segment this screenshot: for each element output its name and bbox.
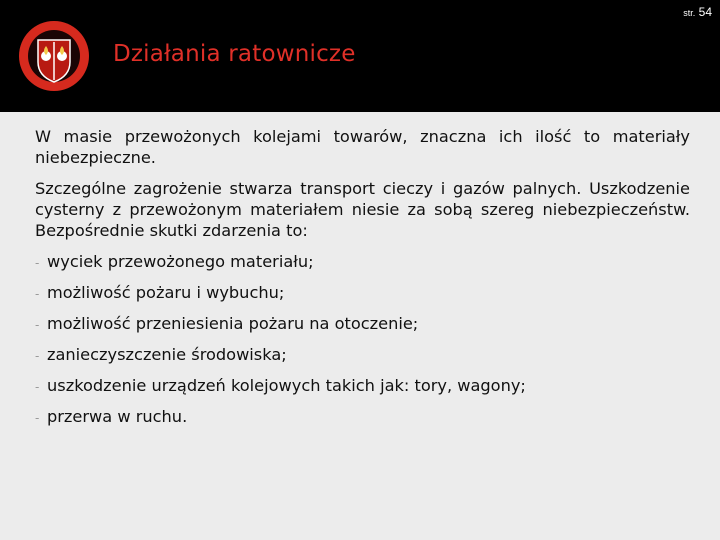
effects-list: [35, 251, 690, 437]
slide-body: [35, 126, 690, 437]
list-item: [35, 313, 690, 344]
bullet-dash-icon: -: [35, 380, 40, 394]
list-item-text: uszkodzenie urządzeń kolejowych takich jak: tory, wagony;: [47, 376, 526, 395]
list-item-text: możliwość pożaru i wybuchu;: [47, 283, 285, 302]
page-number-label: str.: [683, 8, 696, 18]
bullet-dash-icon: -: [35, 349, 40, 363]
list-item-text: przerwa w ruchu.: [47, 407, 188, 426]
list-item-text: zanieczyszczenie środowiska;: [47, 345, 287, 364]
bullet-dash-icon: -: [35, 318, 40, 332]
slide-header: [0, 0, 720, 112]
bullet-dash-icon: -: [35, 256, 40, 270]
page-number: [683, 5, 712, 19]
bullet-dash-icon: -: [35, 287, 40, 301]
list-item-text: wyciek przewożonego materiału;: [47, 252, 314, 271]
page-number-value: 54: [698, 5, 712, 19]
fire-brigade-badge-icon: [18, 18, 90, 94]
intro-paragraph: W masie przewożonych kolejami towarów, znaczna ich ilość to materiały niebezpieczne.: [35, 127, 690, 167]
list-item: [35, 375, 690, 406]
list-item: [35, 282, 690, 313]
list-item: [35, 251, 690, 282]
list-item-text: możliwość przeniesienia pożaru na otoczenie;: [47, 314, 419, 333]
hazard-paragraph: Szczególne zagrożenie stwarza transport cieczy i gazów palnych. Uszkodzenie cysterny z przewożonym materiałem niesie za sobą szereg niebezpieczeństw. Bezpośrednie skutki zdarzenia to:: [35, 179, 690, 240]
list-item: [35, 344, 690, 375]
bullet-dash-icon: -: [35, 411, 40, 425]
list-item: [35, 406, 690, 437]
slide-title: Działania ratownicze: [113, 41, 356, 67]
